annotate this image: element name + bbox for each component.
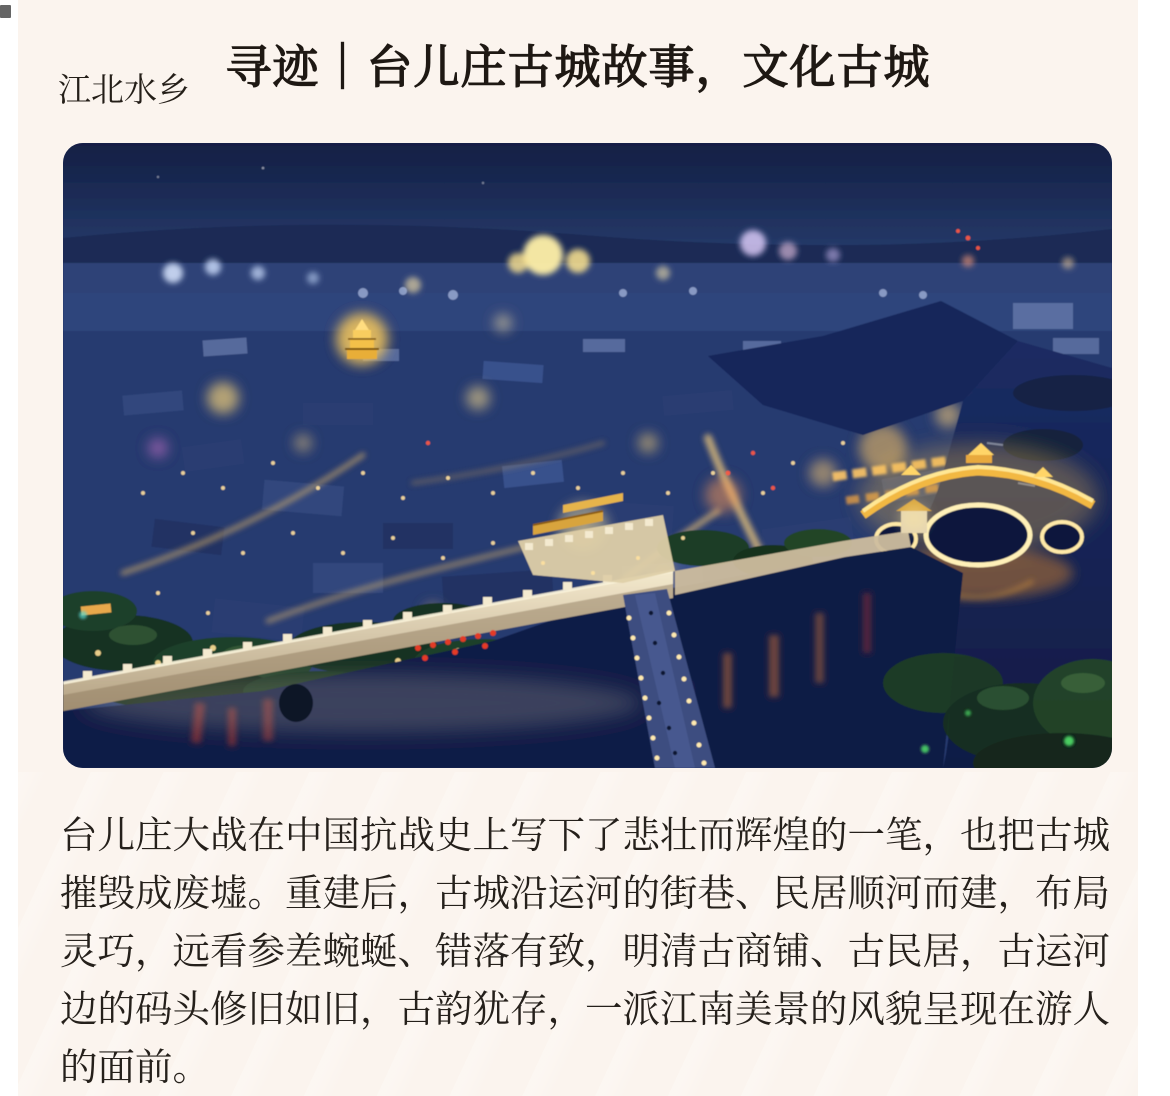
corner-artifact-mark [0,5,11,18]
night-city-aerial-graphic [63,143,1112,768]
paragraph-line: 边的码头修旧如旧，古韵犹存，一派江南美景的风貌呈现在游人 [60,988,1110,1030]
paragraph-line: 摧毁成废墟。重建后，古城沿运河的街巷、民居顺河而建，布局 [60,872,1110,914]
paragraph-line: 灵巧，远看参差蜿蜒、错落有致，明清古商铺、古民居，古运河 [60,930,1110,972]
article-paragraph [60,806,1130,1096]
paragraph-line: 台儿庄大战在中国抗战史上写下了悲壮而辉煌的一笔，也把古城 [60,814,1110,856]
author-byline[interactable]: 江北水乡 [58,71,190,108]
article-title: 寻迹｜台儿庄古城故事，文化古城 [225,40,931,93]
paragraph-line: 的面前。 [60,1046,210,1088]
article-hero-image[interactable] [63,143,1112,768]
